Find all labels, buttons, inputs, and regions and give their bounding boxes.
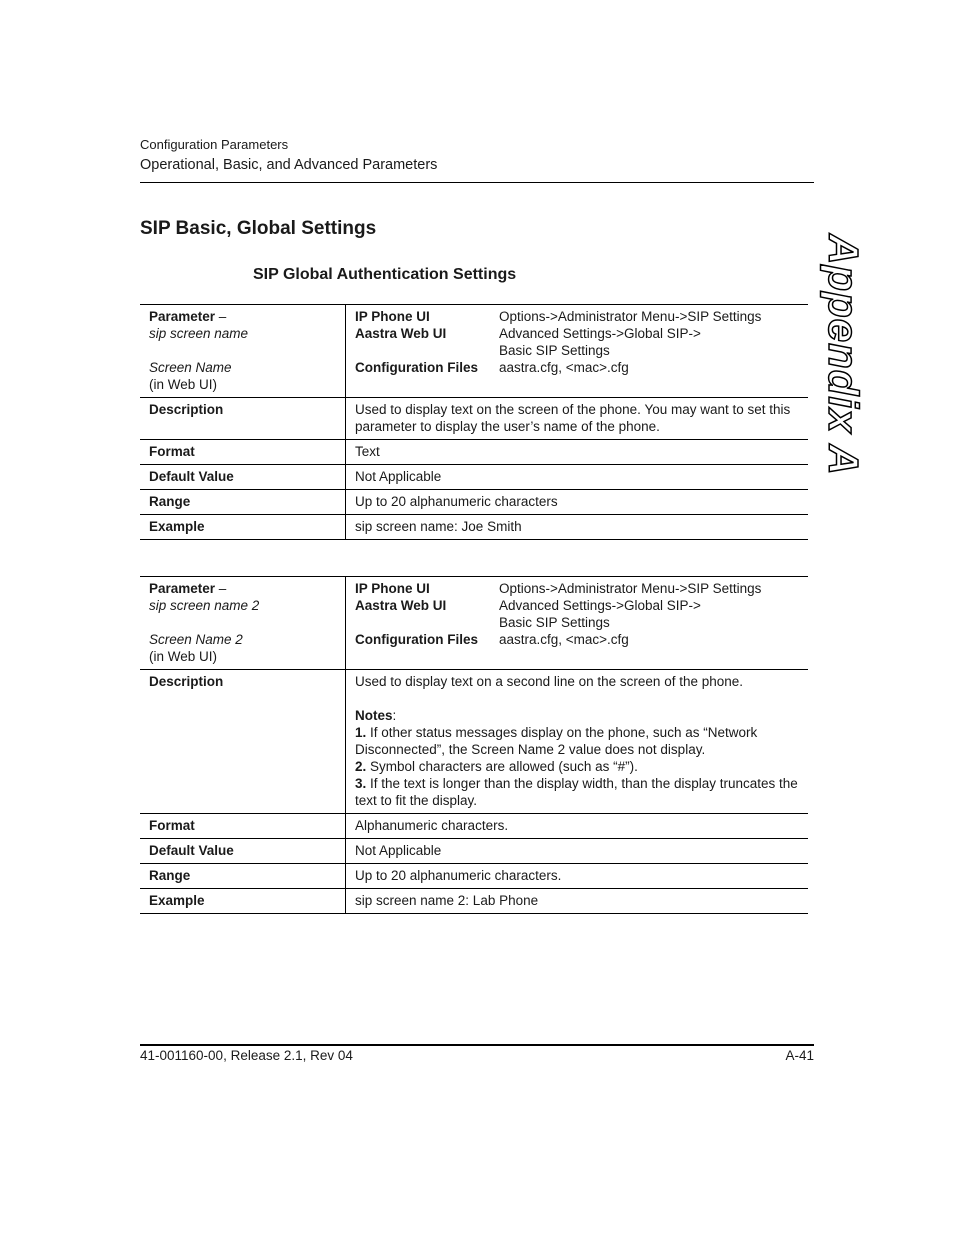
format-label: Format	[140, 814, 346, 839]
web-ui-name: Screen Name	[149, 360, 232, 375]
format-value: Text	[355, 444, 380, 459]
description-text: Used to display text on a second line on the screen of the phone.	[355, 674, 744, 689]
parameter-label: Parameter	[149, 581, 216, 596]
table-row-description	[140, 398, 808, 440]
format-value: Alphanumeric characters.	[355, 818, 509, 833]
notes-heading: Notes:	[355, 708, 397, 723]
location-cell	[346, 577, 809, 670]
range-label: Range	[140, 490, 346, 515]
table-row-format	[140, 814, 808, 839]
web-ui-note: (in Web UI)	[149, 649, 218, 664]
table-row-example	[140, 889, 808, 914]
example-label: Example	[140, 889, 346, 914]
table-row-range	[140, 864, 808, 889]
example-value: sip screen name 2: Lab Phone	[355, 893, 539, 908]
description-label: Description	[140, 398, 346, 440]
note-item: 3. If the text is longer than the display width, than the display truncates the text to fit the display.	[355, 776, 798, 808]
web-ui-name: Screen Name 2	[149, 632, 243, 647]
config-files-value: aastra.cfg, <mac>.cfg	[499, 360, 629, 375]
example-label: Example	[140, 515, 346, 540]
table-row-format	[140, 440, 808, 465]
web-ui-value: Advanced Settings->Global SIP-> Basic SIP Settings	[499, 598, 701, 630]
table-row-default	[140, 839, 808, 864]
running-header-section: Operational, Basic, and Advanced Parameters	[140, 157, 438, 173]
table-row-parameter	[140, 305, 808, 398]
parameter-dash: –	[215, 309, 227, 324]
subsection-title: SIP Global Authentication Settings	[253, 266, 517, 283]
appendix-side-tab: Appendix A	[820, 234, 867, 476]
default-value: Not Applicable	[355, 843, 442, 858]
parameter-table-sip-screen-name	[140, 304, 808, 540]
table-row-example	[140, 515, 808, 540]
description-label: Description	[140, 670, 346, 814]
ip-phone-ui-value: Options->Administrator Menu->SIP Settings	[499, 581, 762, 596]
range-value: Up to 20 alphanumeric characters	[355, 494, 558, 509]
range-value: Up to 20 alphanumeric characters.	[355, 868, 562, 883]
range-label: Range	[140, 864, 346, 889]
table-row-default	[140, 465, 808, 490]
description-value	[346, 670, 809, 814]
running-header-chapter: Configuration Parameters	[140, 137, 289, 152]
description-value: Used to display text on the screen of the phone. You may want to set this parameter to display the user’s name of the phone.	[355, 402, 791, 434]
default-label: Default Value	[140, 839, 346, 864]
parameter-name: sip screen name	[149, 326, 249, 341]
config-files-value: aastra.cfg, <mac>.cfg	[499, 632, 629, 647]
parameter-name: sip screen name 2	[149, 598, 260, 613]
parameter-dash: –	[215, 581, 227, 596]
parameter-cell	[140, 305, 346, 398]
table-row-description	[140, 670, 808, 814]
web-ui-label: Aastra Web UI	[355, 326, 447, 341]
format-label: Format	[140, 440, 346, 465]
footer-divider	[140, 1044, 814, 1046]
note-item: 1. If other status messages display on the phone, such as “Network Disconnected”, the Screen Name 2 value does not display.	[355, 725, 758, 757]
default-value: Not Applicable	[355, 469, 442, 484]
web-ui-note: (in Web UI)	[149, 377, 218, 392]
ip-phone-ui-value: Options->Administrator Menu->SIP Settings	[499, 309, 762, 324]
header-divider	[140, 182, 814, 183]
section-title: SIP Basic, Global Settings	[140, 218, 377, 239]
location-cell	[346, 305, 809, 398]
ip-phone-ui-label: IP Phone UI	[355, 309, 430, 324]
ip-phone-ui-label: IP Phone UI	[355, 581, 430, 596]
table-row-range	[140, 490, 808, 515]
web-ui-label: Aastra Web UI	[355, 598, 447, 613]
footer-doc-id: 41-001160-00, Release 2.1, Rev 04	[140, 1048, 353, 1063]
example-value: sip screen name: Joe Smith	[355, 519, 522, 534]
default-label: Default Value	[140, 465, 346, 490]
web-ui-value: Advanced Settings->Global SIP-> Basic SIP Settings	[499, 326, 701, 358]
parameter-cell	[140, 577, 346, 670]
parameter-table-sip-screen-name-2	[140, 576, 808, 914]
note-item: 2. Symbol characters are allowed (such as “#”).	[355, 759, 638, 774]
config-files-label: Configuration Files	[355, 632, 478, 647]
table-row-parameter	[140, 577, 808, 670]
footer-page-number: A-41	[785, 1048, 814, 1063]
parameter-label: Parameter	[149, 309, 216, 324]
config-files-label: Configuration Files	[355, 360, 478, 375]
